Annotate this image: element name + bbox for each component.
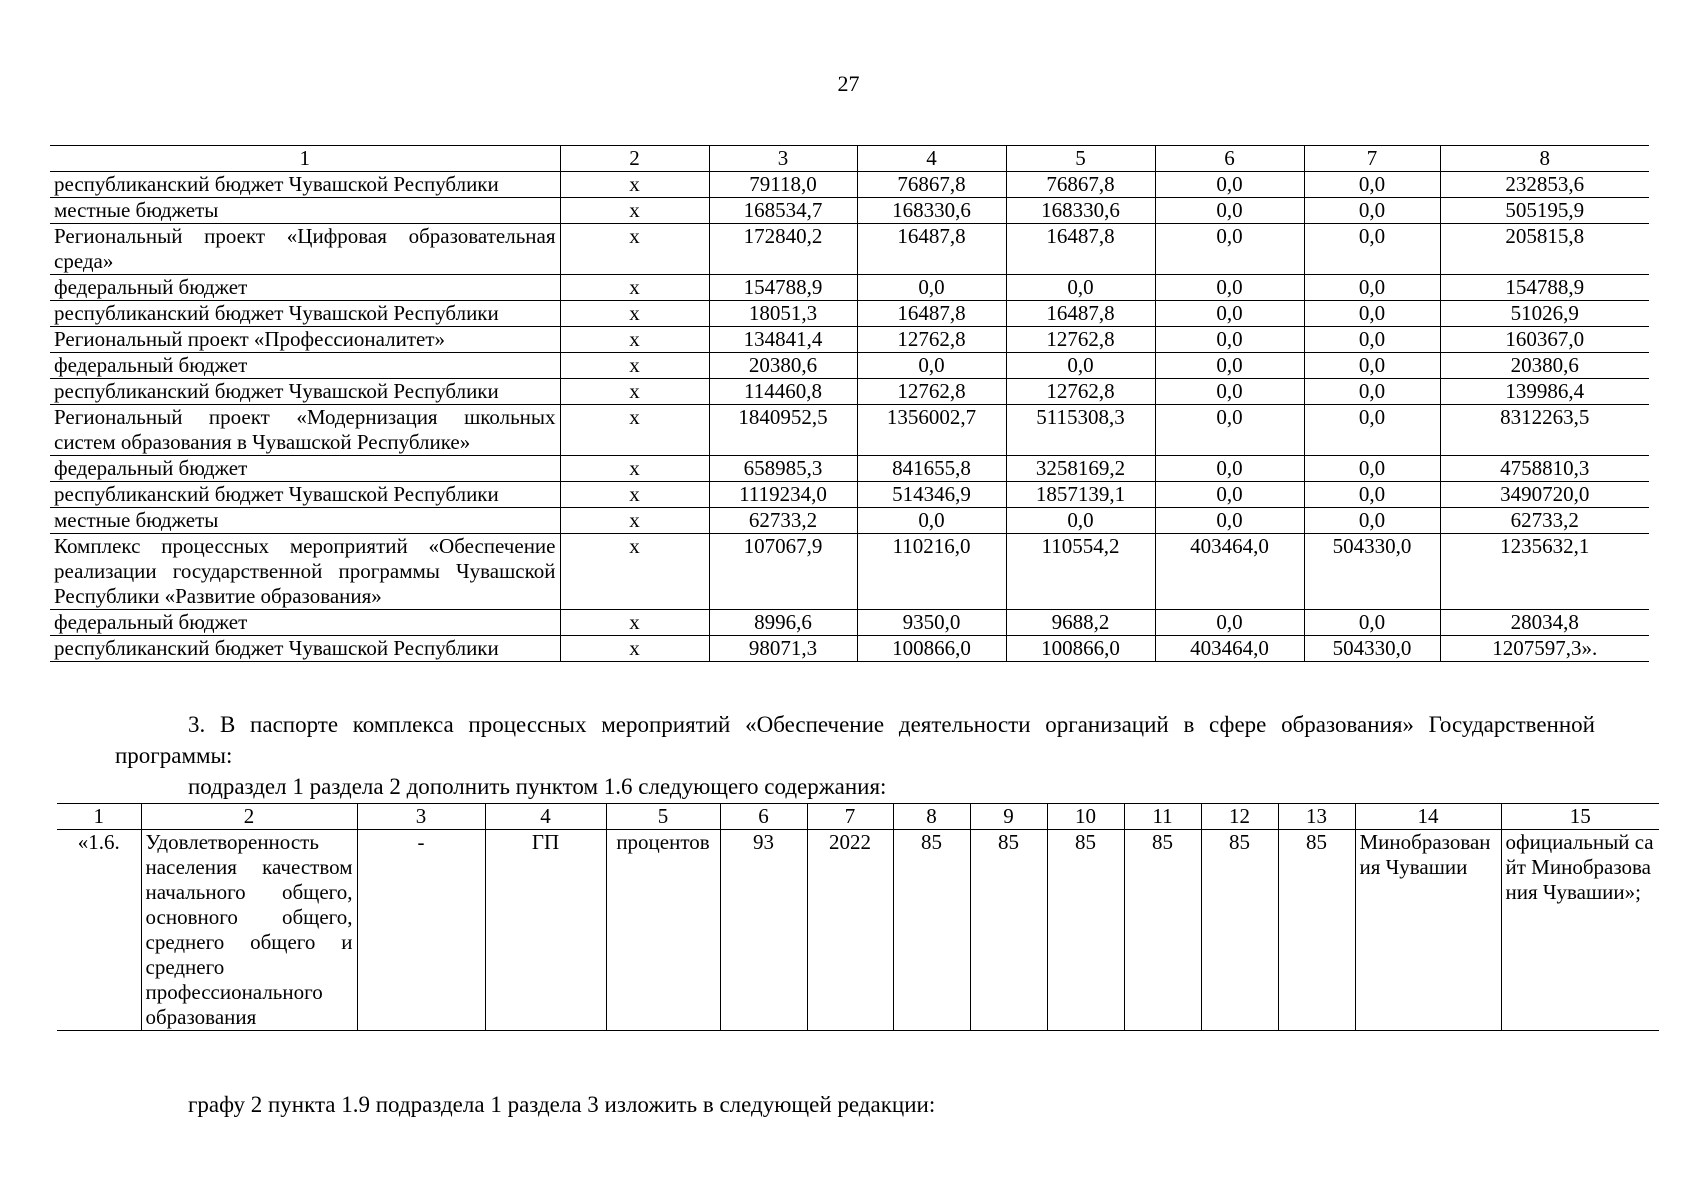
table-cell: 110216,0 [857, 534, 1006, 610]
table-cell: 5115308,3 [1006, 405, 1155, 456]
table-cell: 8996,6 [709, 610, 857, 636]
table-cell: 0,0 [1155, 172, 1304, 198]
column-header: 1 [50, 146, 560, 172]
row-label-cell: федеральный бюджет [50, 610, 560, 636]
column-header: 4 [485, 804, 606, 830]
table-cell: 2022 [807, 830, 893, 1031]
column-header: 8 [893, 804, 970, 830]
table-cell: 85 [970, 830, 1047, 1031]
table-cell: х [560, 275, 709, 301]
table-row [50, 610, 1649, 636]
column-header: 9 [970, 804, 1047, 830]
table-cell: 0,0 [1155, 456, 1304, 482]
row-label-cell: федеральный бюджет [50, 353, 560, 379]
table-row [50, 636, 1649, 662]
table-cell: 0,0 [1304, 482, 1440, 508]
table-cell: 0,0 [1155, 198, 1304, 224]
table-row [50, 405, 1649, 456]
row-label-cell: федеральный бюджет [50, 456, 560, 482]
table-cell: х [560, 327, 709, 353]
table-row [50, 482, 1649, 508]
responsible-cell: Минобразования Чувашии [1355, 830, 1501, 1031]
table-row [50, 275, 1649, 301]
table-cell: 658985,3 [709, 456, 857, 482]
table-cell: 154788,9 [1440, 275, 1649, 301]
table-cell: 85 [893, 830, 970, 1031]
table-cell: 1857139,1 [1006, 482, 1155, 508]
table-cell: х [560, 482, 709, 508]
table-cell: 0,0 [1155, 508, 1304, 534]
row-label-cell: республиканский бюджет Чувашской Республики [50, 301, 560, 327]
table-row [50, 456, 1649, 482]
table-header-row [50, 146, 1649, 172]
column-header: 6 [720, 804, 807, 830]
column-header: 2 [560, 146, 709, 172]
table-cell: х [560, 224, 709, 275]
column-header: 4 [857, 146, 1006, 172]
table-cell: 0,0 [1155, 353, 1304, 379]
paragraph-passport-amendment: 3. В паспорте комплекса процессных мероприятий «Обеспечение деятельности организаций в сфере образования» Государственной программы: [115, 712, 1595, 768]
table-cell: 0,0 [1304, 610, 1440, 636]
table-row [50, 379, 1649, 405]
table-cell: 0,0 [1155, 275, 1304, 301]
table-cell: 28034,8 [1440, 610, 1649, 636]
table-cell: х [560, 636, 709, 662]
table-cell: 0,0 [857, 275, 1006, 301]
table-cell: х [560, 508, 709, 534]
table-cell: 12762,8 [857, 327, 1006, 353]
table-cell: 0,0 [1155, 301, 1304, 327]
table-cell: 98071,3 [709, 636, 857, 662]
table-cell: х [560, 198, 709, 224]
paragraph-column-revision: графу 2 пункта 1.9 подраздела 1 раздела 3 изложить в следующей редакции: [188, 1092, 936, 1117]
table-cell: 114460,8 [709, 379, 857, 405]
row-label-cell: республиканский бюджет Чувашской Республики [50, 379, 560, 405]
table-cell: 0,0 [1006, 275, 1155, 301]
column-header: 3 [709, 146, 857, 172]
table-cell: 4758810,3 [1440, 456, 1649, 482]
table-cell: 79118,0 [709, 172, 857, 198]
table-cell: 62733,2 [1440, 508, 1649, 534]
column-header: 10 [1047, 804, 1124, 830]
row-label-cell: Региональный проект «Модернизация школьных систем образования в Чувашской Республике» [50, 405, 560, 456]
table-cell: 0,0 [1155, 327, 1304, 353]
table-cell: 0,0 [1304, 327, 1440, 353]
column-header: 12 [1201, 804, 1278, 830]
table-cell: 0,0 [1155, 224, 1304, 275]
table-cell: 172840,2 [709, 224, 857, 275]
column-header: 5 [1006, 146, 1155, 172]
row-label-cell: федеральный бюджет [50, 275, 560, 301]
table-cell: 16487,8 [1006, 301, 1155, 327]
table-row [50, 353, 1649, 379]
table-cell: 12762,8 [1006, 379, 1155, 405]
table-cell: 93 [720, 830, 807, 1031]
indicator-name-cell: Удовлетворенность населения качеством начального общего, основного общего, среднего общего и среднего профессионального образования [141, 830, 357, 1031]
table-cell: 841655,8 [857, 456, 1006, 482]
table-cell: 504330,0 [1304, 534, 1440, 610]
table-cell: 1207597,3». [1440, 636, 1649, 662]
table-cell: 76867,8 [1006, 172, 1155, 198]
column-header: 1 [57, 804, 141, 830]
table-cell: 1356002,7 [857, 405, 1006, 456]
unit-cell: процентов [606, 830, 720, 1031]
table-cell: 0,0 [1304, 172, 1440, 198]
paragraph-subsection-addition: подраздел 1 раздела 2 дополнить пунктом 1.6 следующего содержания: [188, 774, 887, 799]
table-cell: 0,0 [1304, 353, 1440, 379]
table-row [50, 327, 1649, 353]
table-cell: 0,0 [1304, 275, 1440, 301]
row-label-cell: местные бюджеты [50, 198, 560, 224]
table-cell: 154788,9 [709, 275, 857, 301]
table-cell: 85 [1047, 830, 1124, 1031]
table-cell: - [357, 830, 485, 1031]
table-cell: 403464,0 [1155, 636, 1304, 662]
page-number: 27 [837, 71, 860, 96]
table-cell: 232853,6 [1440, 172, 1649, 198]
table-cell: 16487,8 [1006, 224, 1155, 275]
table-cell: 0,0 [1155, 405, 1304, 456]
table-cell: х [560, 456, 709, 482]
table-cell: 0,0 [1304, 405, 1440, 456]
table-cell: х [560, 353, 709, 379]
column-header: 5 [606, 804, 720, 830]
table-cell: х [560, 301, 709, 327]
row-label-cell: местные бюджеты [50, 508, 560, 534]
table-cell: 168534,7 [709, 198, 857, 224]
table-header-row [57, 804, 1659, 830]
table-cell: х [560, 534, 709, 610]
table-cell: 0,0 [1304, 301, 1440, 327]
table-cell: 0,0 [1155, 379, 1304, 405]
table-row [50, 508, 1649, 534]
table-cell: 0,0 [857, 353, 1006, 379]
table-cell: 62733,2 [709, 508, 857, 534]
row-label-cell: республиканский бюджет Чувашской Республики [50, 482, 560, 508]
table-cell: х [560, 379, 709, 405]
budget-table [50, 145, 1649, 662]
table-cell: 0,0 [1006, 353, 1155, 379]
column-header: 7 [807, 804, 893, 830]
row-label-cell: Региональный проект «Цифровая образовательная среда» [50, 224, 560, 275]
source-cell: официальный сайт Минобразования Чувашии»; [1501, 830, 1659, 1031]
table-cell: 85 [1201, 830, 1278, 1031]
item-number-cell: «1.6. [57, 830, 141, 1031]
table-cell: 1840952,5 [709, 405, 857, 456]
table-cell: 18051,3 [709, 301, 857, 327]
table-row [57, 830, 1659, 1031]
column-header: 6 [1155, 146, 1304, 172]
column-header: 13 [1278, 804, 1355, 830]
table-cell: 0,0 [1304, 508, 1440, 534]
table-cell: х [560, 172, 709, 198]
table-cell: 100866,0 [857, 636, 1006, 662]
table-cell: 20380,6 [709, 353, 857, 379]
table-cell: 20380,6 [1440, 353, 1649, 379]
table-cell: 403464,0 [1155, 534, 1304, 610]
table-cell: 1119234,0 [709, 482, 857, 508]
table-cell: 8312263,5 [1440, 405, 1649, 456]
table-cell: 134841,4 [709, 327, 857, 353]
table-row [50, 172, 1649, 198]
table-cell: 16487,8 [857, 301, 1006, 327]
row-label-cell: республиканский бюджет Чувашской Республики [50, 636, 560, 662]
table-cell: 168330,6 [1006, 198, 1155, 224]
table-cell: 12762,8 [1006, 327, 1155, 353]
table-cell: 0,0 [1155, 482, 1304, 508]
table-cell: 110554,2 [1006, 534, 1155, 610]
table-cell: 139986,4 [1440, 379, 1649, 405]
table-cell: 12762,8 [857, 379, 1006, 405]
table-cell: 3258169,2 [1006, 456, 1155, 482]
table-cell: 9688,2 [1006, 610, 1155, 636]
column-header: 2 [141, 804, 357, 830]
column-header: 8 [1440, 146, 1649, 172]
table-cell: ГП [485, 830, 606, 1031]
row-label-cell: Региональный проект «Профессионалитет» [50, 327, 560, 353]
table-cell: 0,0 [857, 508, 1006, 534]
table-cell: 0,0 [1304, 379, 1440, 405]
table-cell: 205815,8 [1440, 224, 1649, 275]
table-cell: х [560, 610, 709, 636]
table-cell: 100866,0 [1006, 636, 1155, 662]
table-cell: 168330,6 [857, 198, 1006, 224]
table-cell: 0,0 [1155, 610, 1304, 636]
table-cell: 85 [1124, 830, 1201, 1031]
table-cell: 51026,9 [1440, 301, 1649, 327]
table-cell: 0,0 [1006, 508, 1155, 534]
table-cell: 0,0 [1304, 456, 1440, 482]
table-cell: 504330,0 [1304, 636, 1440, 662]
table-cell: 0,0 [1304, 224, 1440, 275]
table-cell: 514346,9 [857, 482, 1006, 508]
table-cell: 16487,8 [857, 224, 1006, 275]
table-row [50, 301, 1649, 327]
column-header: 14 [1355, 804, 1501, 830]
indicator-table [57, 803, 1659, 1031]
column-header: 7 [1304, 146, 1440, 172]
table-cell: х [560, 405, 709, 456]
column-header: 3 [357, 804, 485, 830]
column-header: 11 [1124, 804, 1201, 830]
column-header: 15 [1501, 804, 1659, 830]
table-cell: 107067,9 [709, 534, 857, 610]
table-cell: 1235632,1 [1440, 534, 1649, 610]
table-row [50, 534, 1649, 610]
table-cell: 0,0 [1304, 198, 1440, 224]
row-label-cell: Комплекс процессных мероприятий «Обеспечение реализации государственной программы Чувашской Республики «Развитие образования» [50, 534, 560, 610]
table-cell: 85 [1278, 830, 1355, 1031]
table-cell: 160367,0 [1440, 327, 1649, 353]
table-row [50, 224, 1649, 275]
row-label-cell: республиканский бюджет Чувашской Республики [50, 172, 560, 198]
table-cell: 9350,0 [857, 610, 1006, 636]
table-cell: 505195,9 [1440, 198, 1649, 224]
table-cell: 76867,8 [857, 172, 1006, 198]
table-cell: 3490720,0 [1440, 482, 1649, 508]
table-row [50, 198, 1649, 224]
